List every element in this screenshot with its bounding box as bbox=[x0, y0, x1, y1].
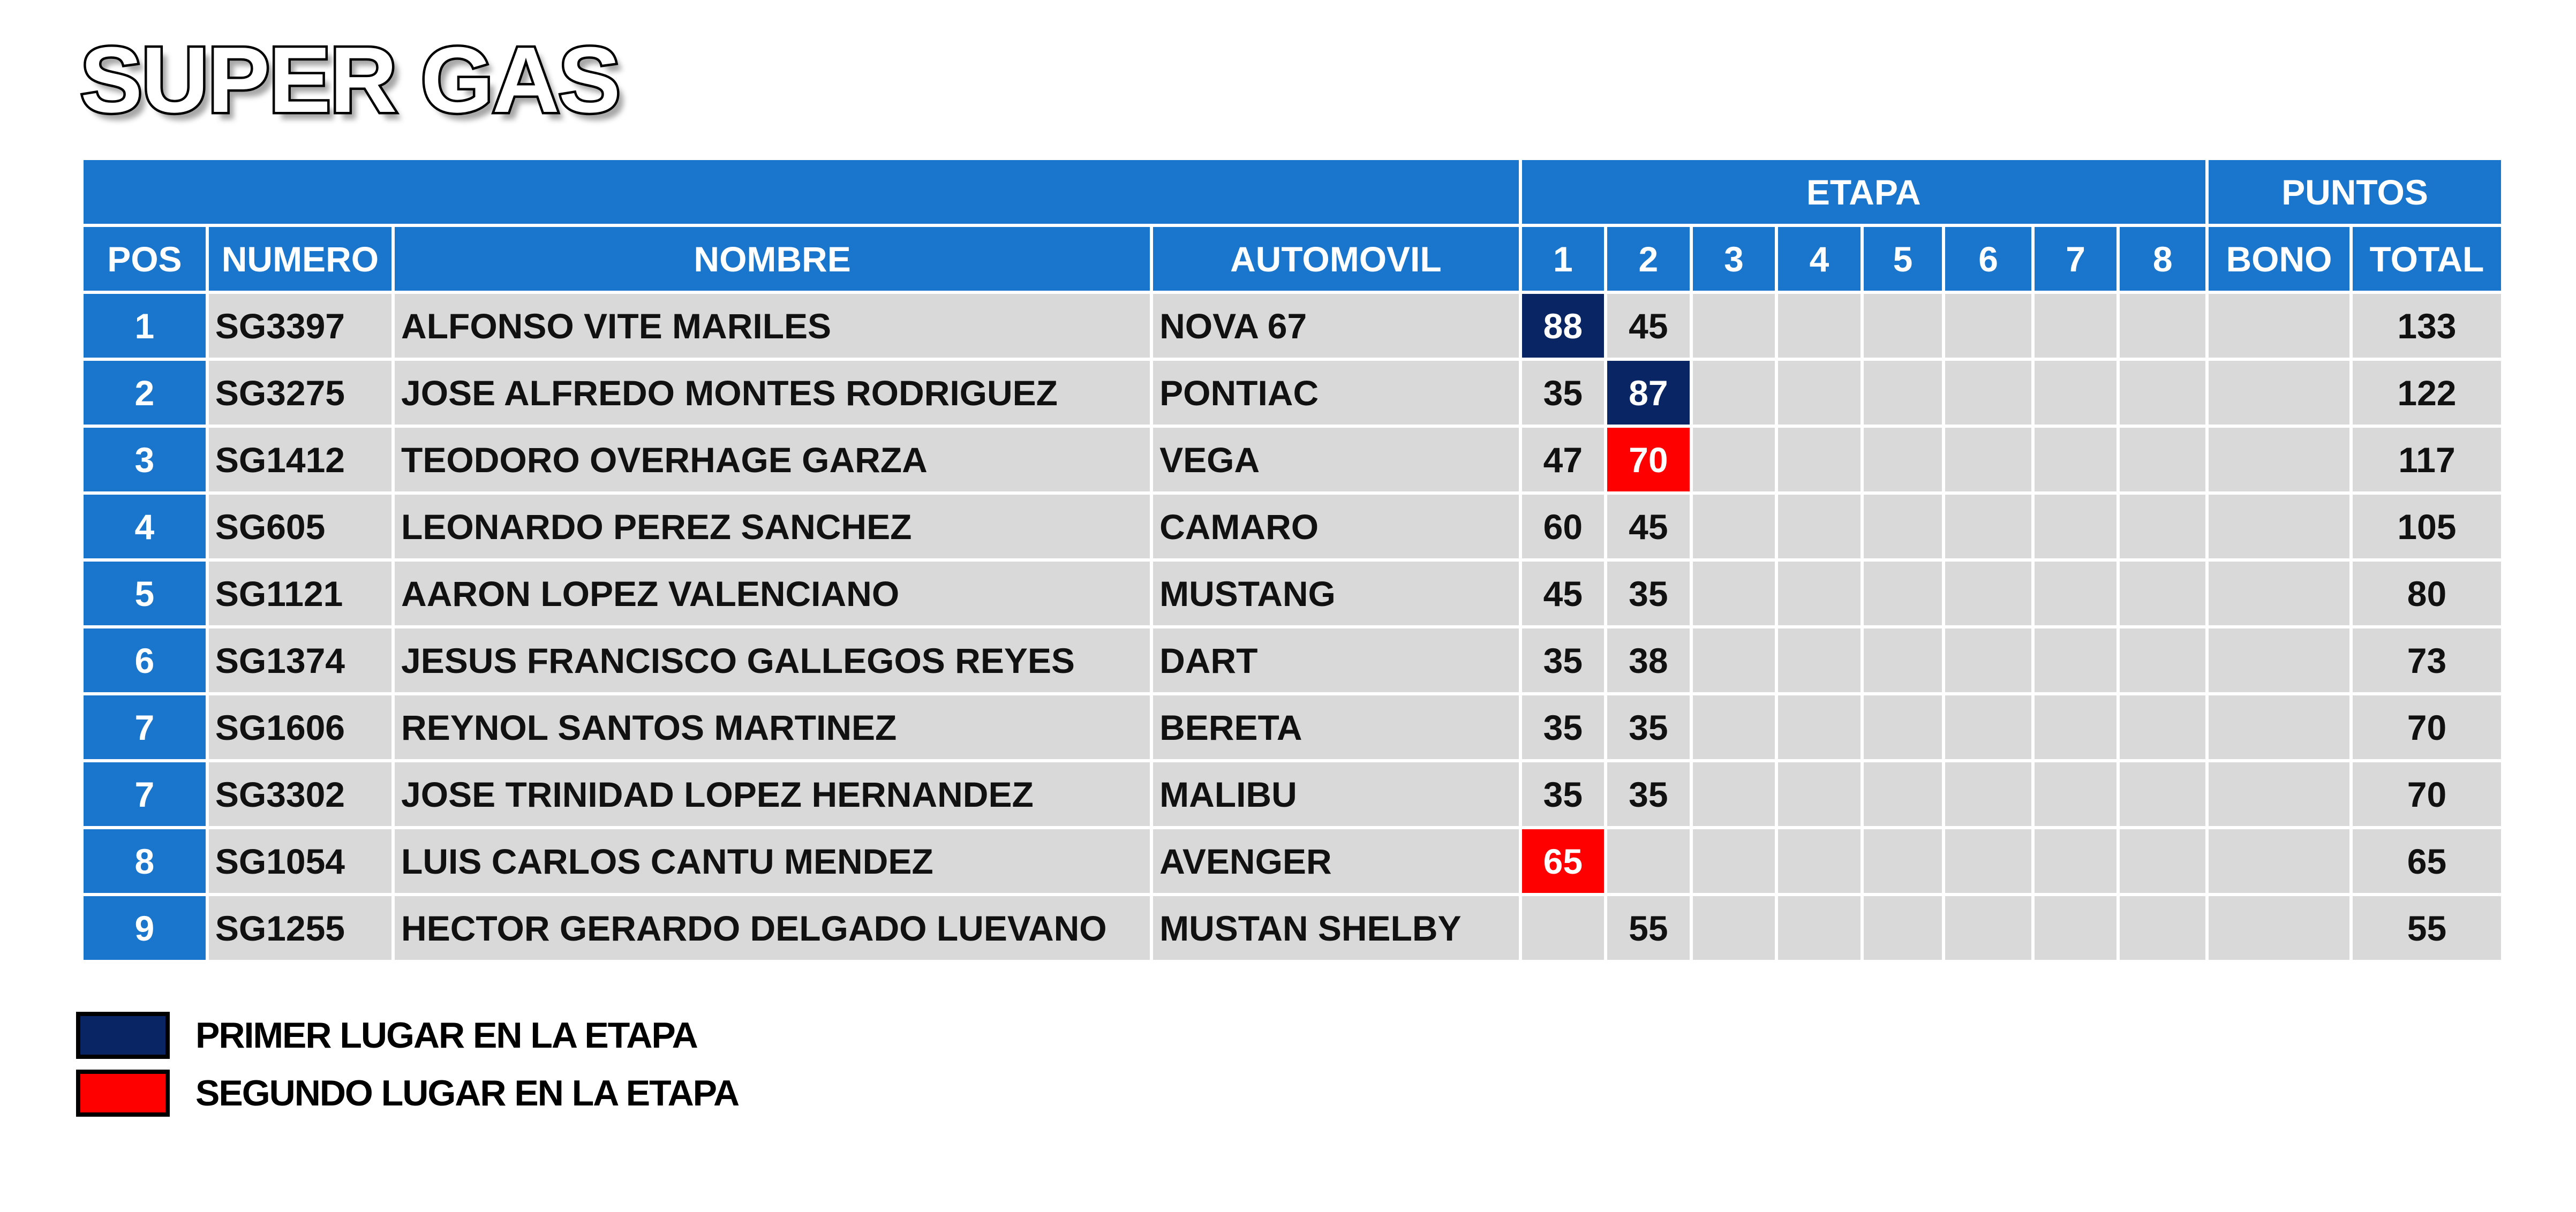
column-header-etapa-3: 3 bbox=[1693, 227, 1775, 291]
etapa-5-cell bbox=[1864, 695, 1942, 759]
etapa-5-cell bbox=[1864, 562, 1942, 625]
total-cell: 70 bbox=[2353, 762, 2501, 826]
etapa-3-cell bbox=[1693, 428, 1775, 491]
column-header-automovil: AUTOMOVIL bbox=[1153, 227, 1518, 291]
etapa-8-cell bbox=[2120, 829, 2205, 893]
numero-cell: SG1374 bbox=[209, 628, 391, 692]
numero-cell: SG3397 bbox=[209, 294, 391, 358]
automovil-cell: BERETA bbox=[1153, 695, 1518, 759]
legend-first-place bbox=[76, 1012, 933, 1059]
nombre-cell: JOSE TRINIDAD LOPEZ HERNANDEZ bbox=[395, 762, 1150, 826]
numero-cell: SG1255 bbox=[209, 896, 391, 960]
nombre-cell: REYNOL SANTOS MARTINEZ bbox=[395, 695, 1150, 759]
bono-cell bbox=[2209, 294, 2349, 358]
etapa-6-cell bbox=[1945, 428, 2031, 491]
numero-cell: SG1412 bbox=[209, 428, 391, 491]
etapa-8-cell bbox=[2120, 428, 2205, 491]
nombre-cell: JESUS FRANCISCO GALLEGOS REYES bbox=[395, 628, 1150, 692]
column-header-etapa-5: 5 bbox=[1864, 227, 1942, 291]
table-row bbox=[84, 829, 2501, 893]
etapa-6-cell bbox=[1945, 562, 2031, 625]
etapa-8-cell bbox=[2120, 695, 2205, 759]
etapa-2-cell: 45 bbox=[1607, 294, 1690, 358]
etapa-2-cell: 35 bbox=[1607, 762, 1690, 826]
etapa-1-cell-second-place: 65 bbox=[1522, 829, 1605, 893]
column-header-etapa-2: 2 bbox=[1607, 227, 1690, 291]
column-header-bono: BONO bbox=[2209, 227, 2349, 291]
column-header-etapa-1: 1 bbox=[1522, 227, 1605, 291]
total-cell: 73 bbox=[2353, 628, 2501, 692]
numero-cell: SG3275 bbox=[209, 361, 391, 425]
column-header-row bbox=[84, 227, 2501, 291]
etapa-5-cell bbox=[1864, 294, 1942, 358]
etapa-4-cell bbox=[1778, 428, 1861, 491]
etapa-5-cell bbox=[1864, 628, 1942, 692]
table-row bbox=[84, 428, 2501, 491]
etapa-2-cell-first-place: 87 bbox=[1607, 361, 1690, 425]
total-cell: 133 bbox=[2353, 294, 2501, 358]
etapa-5-cell bbox=[1864, 361, 1942, 425]
bono-cell bbox=[2209, 695, 2349, 759]
nombre-cell: TEODORO OVERHAGE GARZA bbox=[395, 428, 1150, 491]
etapa-1-cell: 35 bbox=[1522, 361, 1605, 425]
total-cell: 65 bbox=[2353, 829, 2501, 893]
etapa-2-cell: 45 bbox=[1607, 495, 1690, 558]
group-header-row bbox=[84, 160, 2501, 224]
etapa-4-cell bbox=[1778, 628, 1861, 692]
etapa-8-cell bbox=[2120, 495, 2205, 558]
etapa-8-cell bbox=[2120, 562, 2205, 625]
table-row bbox=[84, 762, 2501, 826]
etapa-4-cell bbox=[1778, 762, 1861, 826]
second-place-label: SEGUNDO LUGAR EN LA ETAPA bbox=[195, 1073, 739, 1113]
numero-cell: SG3302 bbox=[209, 762, 391, 826]
etapa-1-cell-first-place: 88 bbox=[1522, 294, 1605, 358]
etapa-6-cell bbox=[1945, 829, 2031, 893]
nombre-cell: LUIS CARLOS CANTU MENDEZ bbox=[395, 829, 1150, 893]
automovil-cell: MALIBU bbox=[1153, 762, 1518, 826]
automovil-cell: DART bbox=[1153, 628, 1518, 692]
etapa-3-cell bbox=[1693, 361, 1775, 425]
first-place-label: PRIMER LUGAR EN LA ETAPA bbox=[195, 1015, 697, 1056]
first-place-swatch bbox=[76, 1012, 170, 1059]
etapa-4-cell bbox=[1778, 829, 1861, 893]
blank-group-header bbox=[84, 160, 1519, 224]
etapa-1-cell: 35 bbox=[1522, 762, 1605, 826]
etapa-7-cell bbox=[2035, 896, 2117, 960]
etapa-1-cell: 45 bbox=[1522, 562, 1605, 625]
automovil-cell: MUSTANG bbox=[1153, 562, 1518, 625]
etapa-8-cell bbox=[2120, 628, 2205, 692]
column-header-etapa-8: 8 bbox=[2120, 227, 2205, 291]
pos-cell: 7 bbox=[84, 762, 206, 826]
etapa-4-cell bbox=[1778, 896, 1861, 960]
etapa-2-cell: 55 bbox=[1607, 896, 1690, 960]
pos-cell: 7 bbox=[84, 695, 206, 759]
pos-cell: 8 bbox=[84, 829, 206, 893]
etapa-3-cell bbox=[1693, 562, 1775, 625]
pos-cell: 3 bbox=[84, 428, 206, 491]
etapa-2-cell: 35 bbox=[1607, 562, 1690, 625]
etapa-8-cell bbox=[2120, 896, 2205, 960]
etapa-4-cell bbox=[1778, 294, 1861, 358]
automovil-cell: MUSTAN SHELBY bbox=[1153, 896, 1518, 960]
automovil-cell: PONTIAC bbox=[1153, 361, 1518, 425]
etapa-6-cell bbox=[1945, 628, 2031, 692]
etapa-7-cell bbox=[2035, 428, 2117, 491]
total-cell: 55 bbox=[2353, 896, 2501, 960]
etapa-8-cell bbox=[2120, 294, 2205, 358]
pos-cell: 6 bbox=[84, 628, 206, 692]
etapa-6-cell bbox=[1945, 495, 2031, 558]
etapa-group-header: ETAPA bbox=[1522, 160, 2205, 224]
nombre-cell: JOSE ALFREDO MONTES RODRIGUEZ bbox=[395, 361, 1150, 425]
table-row bbox=[84, 495, 2501, 558]
etapa-3-cell bbox=[1693, 896, 1775, 960]
etapa-4-cell bbox=[1778, 361, 1861, 425]
numero-cell: SG1121 bbox=[209, 562, 391, 625]
etapa-8-cell bbox=[2120, 762, 2205, 826]
table-row bbox=[84, 562, 2501, 625]
total-cell: 105 bbox=[2353, 495, 2501, 558]
etapa-7-cell bbox=[2035, 361, 2117, 425]
pos-cell: 1 bbox=[84, 294, 206, 358]
nombre-cell: AARON LOPEZ VALENCIANO bbox=[395, 562, 1150, 625]
etapa-6-cell bbox=[1945, 896, 2031, 960]
table-row bbox=[84, 695, 2501, 759]
pos-cell: 2 bbox=[84, 361, 206, 425]
bono-cell bbox=[2209, 562, 2349, 625]
nombre-cell: HECTOR GERARDO DELGADO LUEVANO bbox=[395, 896, 1150, 960]
etapa-3-cell bbox=[1693, 829, 1775, 893]
etapa-2-cell-second-place: 70 bbox=[1607, 428, 1690, 491]
column-header-nombre: NOMBRE bbox=[395, 227, 1150, 291]
automovil-cell: AVENGER bbox=[1153, 829, 1518, 893]
total-cell: 117 bbox=[2353, 428, 2501, 491]
etapa-5-cell bbox=[1864, 428, 1942, 491]
legend-second-place bbox=[76, 1070, 933, 1117]
automovil-cell: CAMARO bbox=[1153, 495, 1518, 558]
etapa-6-cell bbox=[1945, 762, 2031, 826]
column-header-etapa-4: 4 bbox=[1778, 227, 1861, 291]
numero-cell: SG1606 bbox=[209, 695, 391, 759]
etapa-4-cell bbox=[1778, 495, 1861, 558]
etapa-3-cell bbox=[1693, 294, 1775, 358]
etapa-8-cell bbox=[2120, 361, 2205, 425]
nombre-cell: LEONARDO PEREZ SANCHEZ bbox=[395, 495, 1150, 558]
pos-cell: 4 bbox=[84, 495, 206, 558]
etapa-2-cell bbox=[1607, 829, 1690, 893]
nombre-cell: ALFONSO VITE MARILES bbox=[395, 294, 1150, 358]
etapa-3-cell bbox=[1693, 695, 1775, 759]
bono-cell bbox=[2209, 829, 2349, 893]
column-header-etapa-6: 6 bbox=[1945, 227, 2031, 291]
etapa-4-cell bbox=[1778, 695, 1861, 759]
etapa-6-cell bbox=[1945, 695, 2031, 759]
etapa-5-cell bbox=[1864, 829, 1942, 893]
etapa-5-cell bbox=[1864, 495, 1942, 558]
etapa-3-cell bbox=[1693, 628, 1775, 692]
automovil-cell: NOVA 67 bbox=[1153, 294, 1518, 358]
puntos-group-header: PUNTOS bbox=[2209, 160, 2501, 224]
etapa-6-cell bbox=[1945, 361, 2031, 425]
etapa-7-cell bbox=[2035, 562, 2117, 625]
page-title: SUPER GAS bbox=[80, 27, 620, 132]
etapa-1-cell: 60 bbox=[1522, 495, 1605, 558]
etapa-1-cell bbox=[1522, 896, 1605, 960]
column-header-total: TOTAL bbox=[2353, 227, 2501, 291]
etapa-6-cell bbox=[1945, 294, 2031, 358]
etapa-7-cell bbox=[2035, 762, 2117, 826]
etapa-3-cell bbox=[1693, 762, 1775, 826]
bono-cell bbox=[2209, 495, 2349, 558]
table-row bbox=[84, 361, 2501, 425]
numero-cell: SG605 bbox=[209, 495, 391, 558]
results-body bbox=[84, 294, 2501, 960]
etapa-7-cell bbox=[2035, 829, 2117, 893]
column-header-pos: POS bbox=[84, 227, 206, 291]
etapa-7-cell bbox=[2035, 628, 2117, 692]
bono-cell bbox=[2209, 896, 2349, 960]
table-row bbox=[84, 628, 2501, 692]
numero-cell: SG1054 bbox=[209, 829, 391, 893]
pos-cell: 9 bbox=[84, 896, 206, 960]
results-table bbox=[80, 157, 2504, 963]
total-cell: 122 bbox=[2353, 361, 2501, 425]
pos-cell: 5 bbox=[84, 562, 206, 625]
etapa-1-cell: 47 bbox=[1522, 428, 1605, 491]
table-row bbox=[84, 294, 2501, 358]
second-place-swatch bbox=[76, 1070, 170, 1117]
total-cell: 80 bbox=[2353, 562, 2501, 625]
etapa-5-cell bbox=[1864, 762, 1942, 826]
etapa-4-cell bbox=[1778, 562, 1861, 625]
etapa-1-cell: 35 bbox=[1522, 628, 1605, 692]
column-header-numero: NUMERO bbox=[209, 227, 391, 291]
etapa-7-cell bbox=[2035, 695, 2117, 759]
etapa-7-cell bbox=[2035, 495, 2117, 558]
table-row bbox=[84, 896, 2501, 960]
column-header-etapa-7: 7 bbox=[2035, 227, 2117, 291]
etapa-2-cell: 35 bbox=[1607, 695, 1690, 759]
total-cell: 70 bbox=[2353, 695, 2501, 759]
bono-cell bbox=[2209, 762, 2349, 826]
etapa-3-cell bbox=[1693, 495, 1775, 558]
etapa-7-cell bbox=[2035, 294, 2117, 358]
bono-cell bbox=[2209, 428, 2349, 491]
automovil-cell: VEGA bbox=[1153, 428, 1518, 491]
bono-cell bbox=[2209, 361, 2349, 425]
etapa-5-cell bbox=[1864, 896, 1942, 960]
bono-cell bbox=[2209, 628, 2349, 692]
etapa-2-cell: 38 bbox=[1607, 628, 1690, 692]
etapa-1-cell: 35 bbox=[1522, 695, 1605, 759]
